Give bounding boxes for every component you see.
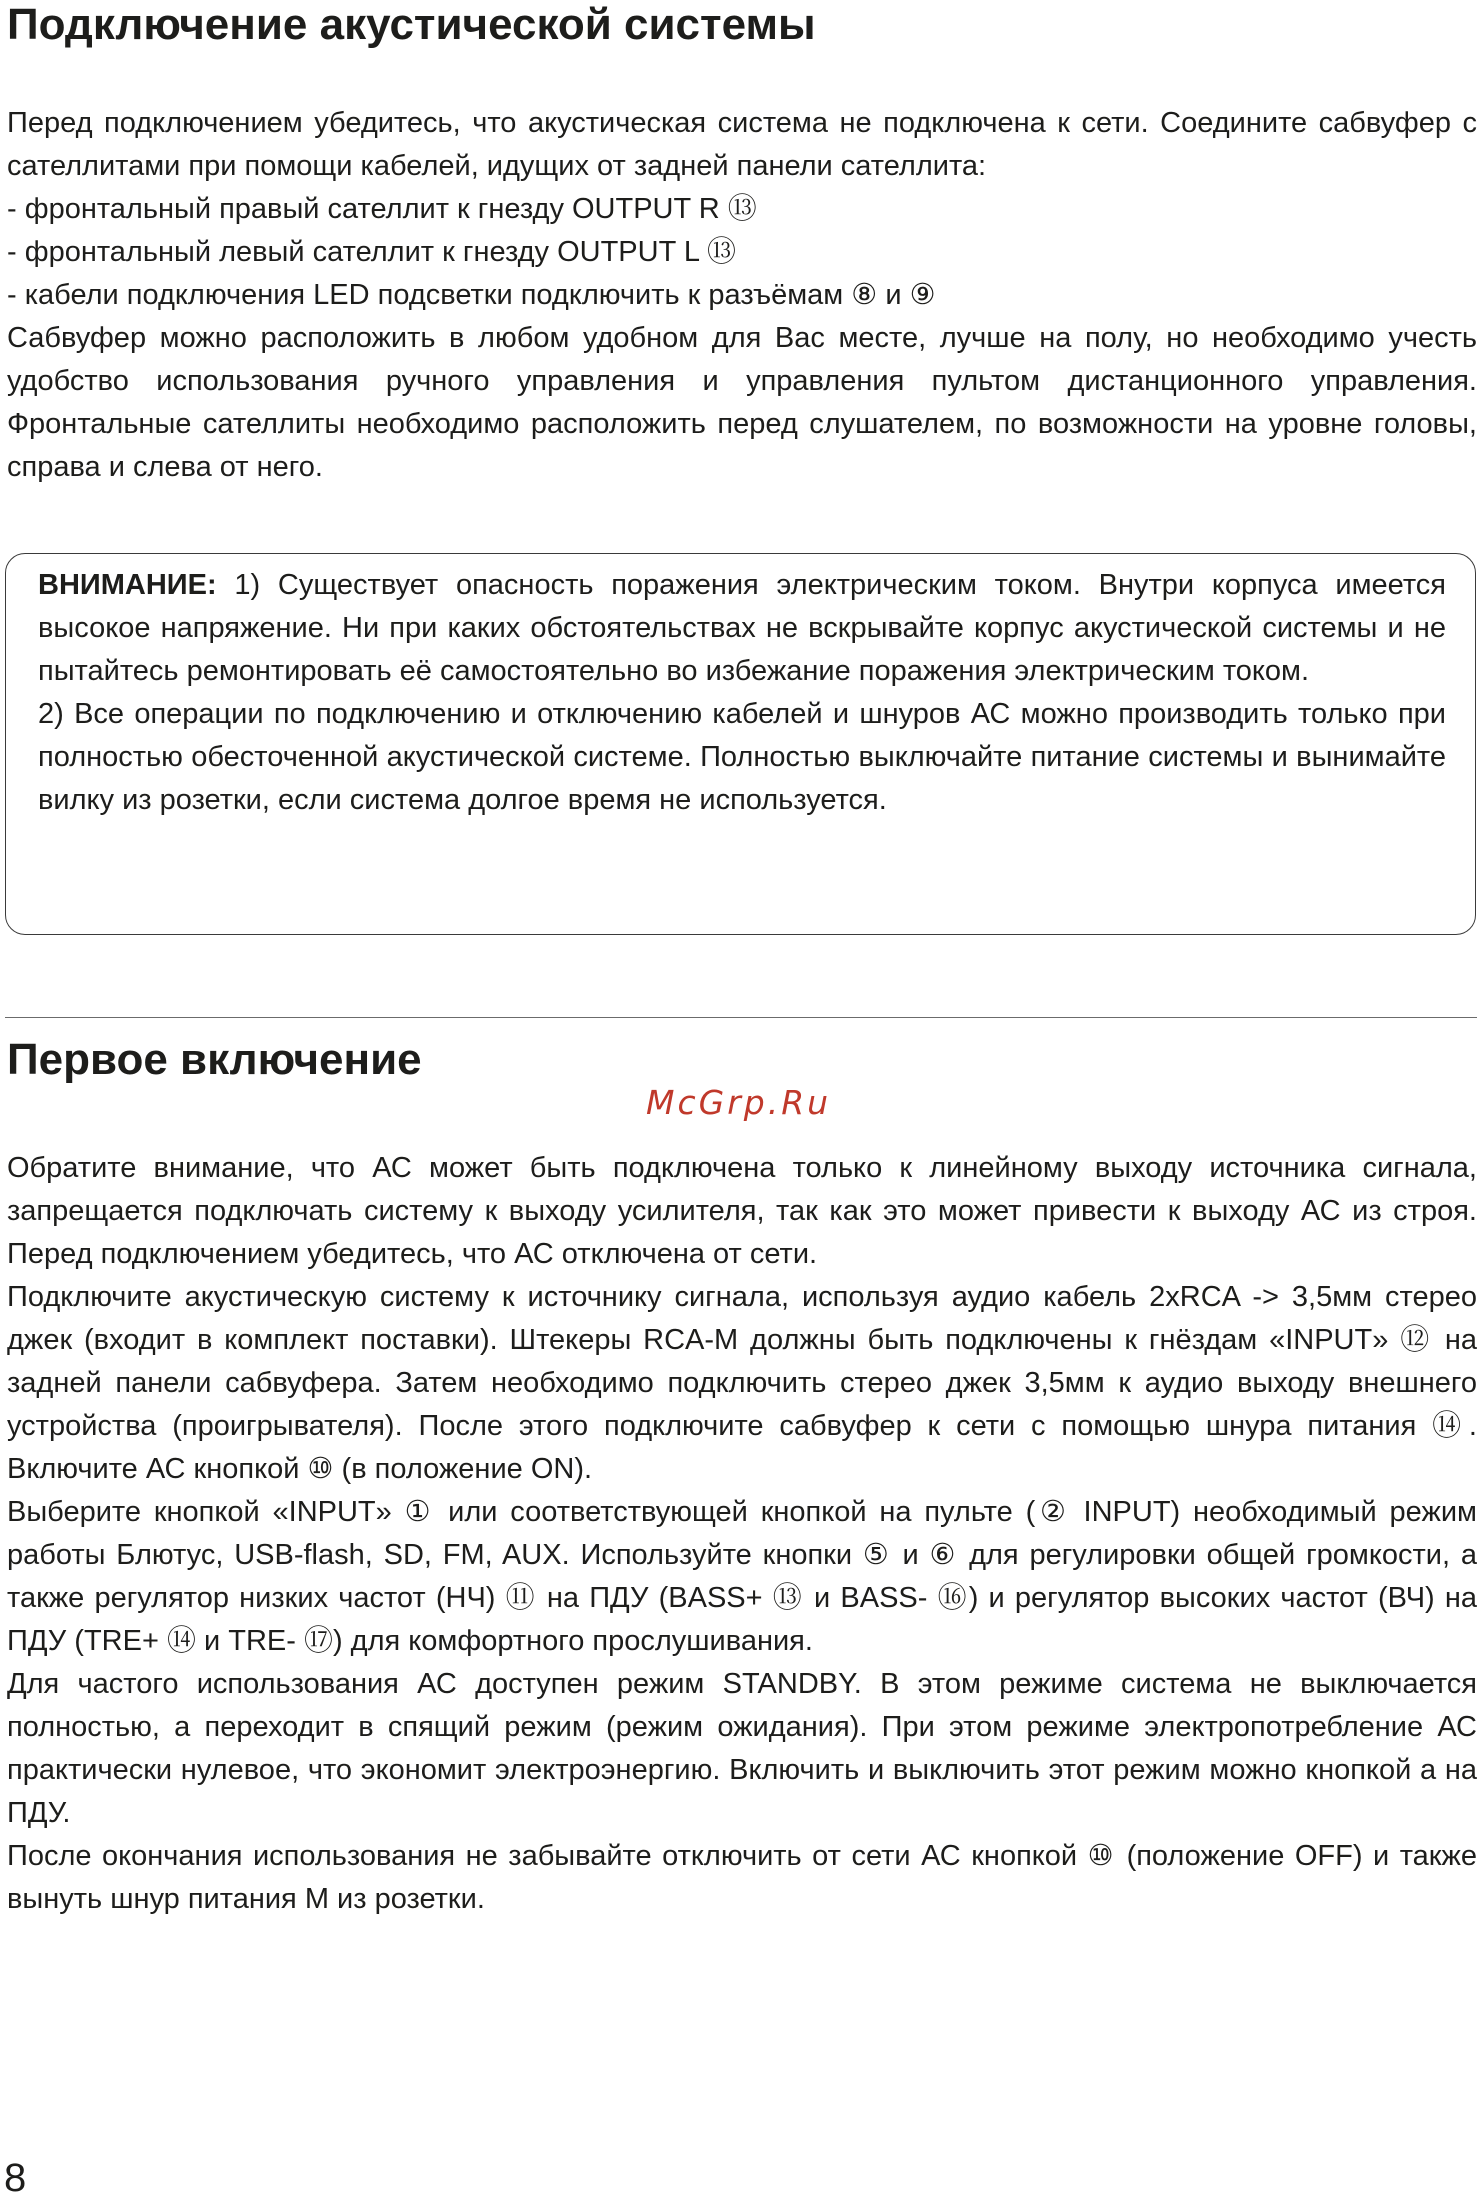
paragraph: Обратите внимание, что АС может быть подключена только к линейному выходу источника сигнала, запрещается подключать систему к выходу усилителя, так как это может привести к выходу АС из строя. Перед подключением убедитесь, что АС отключена от сети. <box>7 1152 1477 1270</box>
page-number: 8 <box>4 2156 27 2200</box>
paragraph: Выберите кнопкой «INPUT» ① или соответствующей кнопкой на пульте (② INPUT) необходимый режим работы Блютус, USB-flash, SD, FM, AUX. Используйте кнопки ⑤ и ⑥ для регулировки общей громкости, а также регулятор низких частот (НЧ) ⑪ на ПДУ (BASS+ ⑬ и BASS- ⑯) и регулятор высоких частот (ВЧ) на ПДУ (TRE+ ⑭ и TRE- ⑰) для комфортного прослушивания. <box>7 1496 1477 1657</box>
paragraph: Для частого использования АС доступен режим STANDBY. В этом режиме система не выключается полностью, а переходит в спящий режим (режим ожидания). При этом режиме электропотребление АС практически нулевое, что экономит электроэнергию. Включить и выключить этот режим можно кнопкой а на ПДУ. <box>7 1668 1477 1829</box>
list-item: - фронтальный левый сателлит к гнезду OUTPUT L ⑬ <box>7 236 736 268</box>
warning-label: ВНИМАНИЕ: <box>38 569 217 601</box>
paragraph: Подключите акустическую систему к источнику сигнала, используя аудио кабель 2хRCA -> 3,5мм стерео джек (входит в комплект поставки). Штекеры RCA-M должны быть подключены к гнёздам «INPUT» ⑫ на задней панели сабвуфера. Затем необходимо подключить стерео джек 3,5мм к аудио выходу внешнего устройства (проигрывателя). После этого подключите сабвуфер к сети с помощью шнура питания ⑭. Включите АС кнопкой ⑩ (в положение ON). <box>7 1281 1477 1485</box>
section-title-speaker-connection: Подключение акустической системы <box>7 0 816 49</box>
paragraph: Сабвуфер можно расположить в любом удобном для Вас месте, лучше на полу, но необходимо учесть удобство использования ручного управления и управления пультом дистанционного управления. Фронтальные сателлиты необходимо расположить перед слушателем, по возможности на уровне головы, справа и слева от него. <box>7 322 1477 483</box>
watermark: McGrp.Ru <box>646 1083 832 1122</box>
warning-item-1 <box>38 564 1446 693</box>
section1-body <box>7 102 1477 489</box>
warning-item-1-text: 1) Существует опасность поражения электрическим током. Внутри корпуса имеется высокое напряжение. Ни при каких обстоятельствах не вскрывайте корпус акустической системы и не пытайтесь ремонтировать её самостоятельно во избежание поражения электрическим током. <box>38 569 1446 687</box>
warning-box <box>5 553 1476 935</box>
list-item: - фронтальный правый сателлит к гнезду OUTPUT R ⑬ <box>7 193 757 225</box>
section2-body <box>7 1147 1477 1921</box>
warning-text <box>38 564 1446 822</box>
paragraph: После окончания использования не забывайте отключить от сети АС кнопкой ⑩ (положение OFF) и также вынуть шнур питания М из розетки. <box>7 1840 1477 1915</box>
paragraph: Перед подключением убедитесь, что акустическая система не подключена к сети. Соедините сабвуфер с сателлитами при помощи кабелей, идущих от задней панели сателлита: <box>7 107 1477 182</box>
list-item: - кабели подключения LED подсветки подключить к разъёмам ⑧ и ⑨ <box>7 279 936 311</box>
section-divider <box>5 1017 1477 1018</box>
section-title-first-power-on: Первое включение <box>7 1035 422 1084</box>
warning-item-2: 2) Все операции по подключению и отключению кабелей и шнуров АС можно производить только при полностью обесточенной акустической системе. Полностью выключайте питание системы и вынимайте вилку из розетки, если система долгое время не используется. <box>38 698 1446 816</box>
